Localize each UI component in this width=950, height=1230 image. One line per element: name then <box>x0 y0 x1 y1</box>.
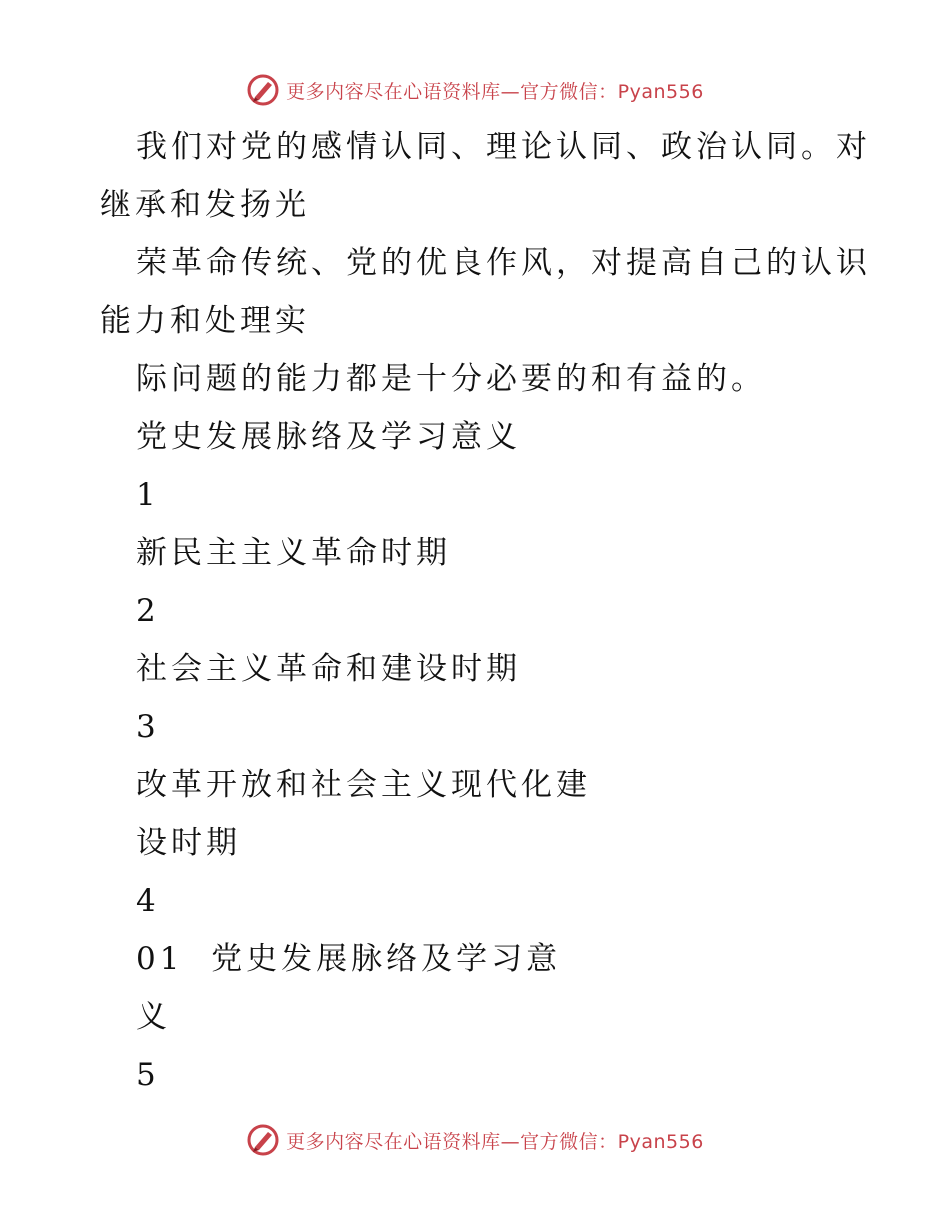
header-banner <box>0 70 950 110</box>
chapter-heading-continued: 义 <box>136 999 171 1035</box>
page-number: 5 <box>136 1057 160 1093</box>
item-number: 3 <box>136 709 160 745</box>
text-line: 荣革命传统、党的优良作风，对提高自己的认识 <box>136 245 871 281</box>
item-title: 社会主义革命和建设时期 <box>136 651 521 687</box>
item-number: 1 <box>136 477 160 513</box>
text-line: 能力和处理实 <box>100 303 310 339</box>
text-line: 我们对党的感情认同、理论认同、政治认同。对 <box>136 129 871 165</box>
text-line: 际问题的能力都是十分必要的和有益的。 <box>136 361 766 397</box>
footer-banner-text: 更多内容尽在心语资料库—官方微信：Pyan556 <box>286 1130 704 1153</box>
pen-logo-icon <box>246 1123 280 1157</box>
item-title: 改革开放和社会主义现代化建 <box>136 767 591 803</box>
pen-logo-icon <box>246 73 280 107</box>
footer-banner <box>0 1120 950 1160</box>
section-heading: 党史发展脉络及学习意义 <box>136 419 521 455</box>
chapter-heading: 01 党史发展脉络及学习意 <box>136 941 562 977</box>
item-title-continued: 设时期 <box>136 825 241 861</box>
item-title: 新民主主义革命时期 <box>136 535 451 571</box>
text-line: 继承和发扬光 <box>100 187 310 223</box>
header-banner-text: 更多内容尽在心语资料库—官方微信：Pyan556 <box>286 80 704 103</box>
item-number: 4 <box>136 883 160 919</box>
item-number: 2 <box>136 593 160 629</box>
